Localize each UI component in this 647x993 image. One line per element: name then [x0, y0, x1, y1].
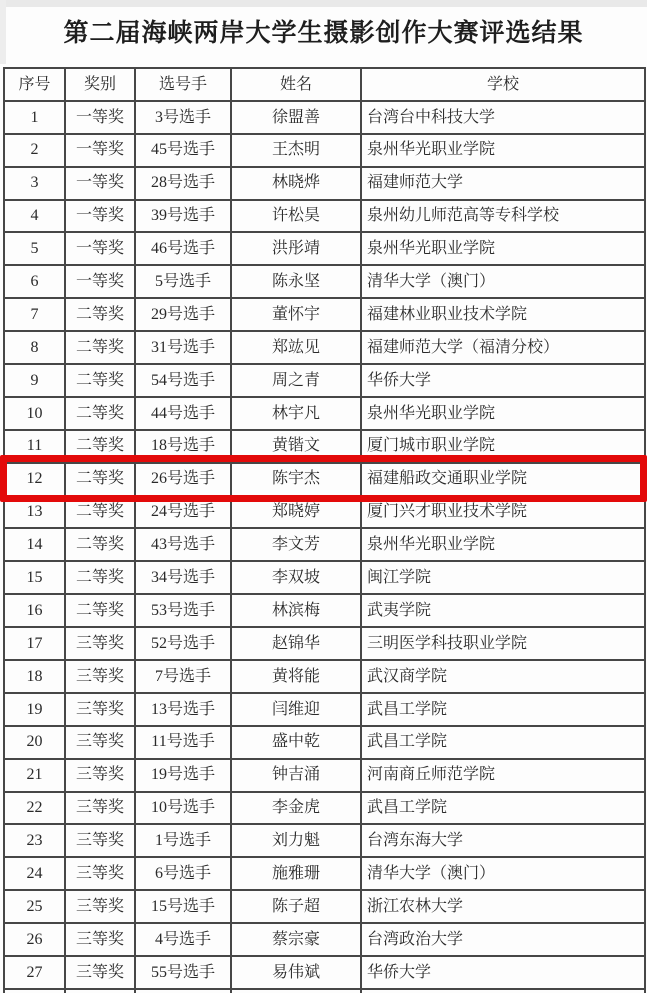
cell-school: 福建林业职业技术学院 [361, 298, 645, 331]
cell-contestant-number: 34号选手 [135, 561, 231, 594]
cell-index: 6 [4, 265, 65, 298]
table-body [4, 101, 645, 993]
cell-award: 三等奖 [65, 759, 135, 792]
cell-name: 王杰明 [231, 134, 361, 167]
cell-contestant-number: 11号选手 [135, 726, 231, 759]
table-row [4, 463, 645, 496]
cell-school [361, 989, 645, 993]
cell-contestant-number: 1号选手 [135, 824, 231, 857]
cell-name: 施雅珊 [231, 857, 361, 890]
cell-award: 三等奖 [65, 693, 135, 726]
cell-index: 17 [4, 627, 65, 660]
cell-award: 一等奖 [65, 265, 135, 298]
cell-school: 福建船政交通职业学院 [361, 463, 645, 496]
table-row [4, 792, 645, 825]
cell-award: 三等奖 [65, 627, 135, 660]
table-row [4, 134, 645, 167]
cell-award: 一等奖 [65, 232, 135, 265]
cell-award [65, 989, 135, 993]
cell-award: 二等奖 [65, 397, 135, 430]
cell-index: 3 [4, 167, 65, 200]
cell-award: 二等奖 [65, 364, 135, 397]
cell-index: 15 [4, 561, 65, 594]
table-row [4, 759, 645, 792]
cell-contestant-number: 52号选手 [135, 627, 231, 660]
cell-contestant-number: 5号选手 [135, 265, 231, 298]
cell-index: 10 [4, 397, 65, 430]
results-table-wrap [3, 67, 644, 993]
col-header-school: 学校 [361, 68, 645, 101]
cell-name: 郑晓婷 [231, 496, 361, 529]
cell-award: 二等奖 [65, 463, 135, 496]
table-row [4, 693, 645, 726]
cell-school: 厦门兴才职业技术学院 [361, 496, 645, 529]
cell-name: 刘力魁 [231, 824, 361, 857]
cell-award: 三等奖 [65, 923, 135, 956]
table-row [4, 397, 645, 430]
cell-contestant-number [135, 989, 231, 993]
table-row [4, 627, 645, 660]
scan-edge-top [0, 0, 647, 7]
cell-award: 二等奖 [65, 430, 135, 463]
cell-contestant-number: 24号选手 [135, 496, 231, 529]
cell-index: 16 [4, 594, 65, 627]
table-row [4, 167, 645, 200]
cell-index: 19 [4, 693, 65, 726]
table-row [4, 726, 645, 759]
col-header-contestant-number: 选号手 [135, 68, 231, 101]
cell-contestant-number: 55号选手 [135, 956, 231, 989]
cell-contestant-number: 7号选手 [135, 660, 231, 693]
page-title: 第二届海峡两岸大学生摄影创作大赛评选结果 [63, 20, 584, 47]
cell-index: 24 [4, 857, 65, 890]
cell-school: 清华大学（澳门） [361, 857, 645, 890]
cell-award: 三等奖 [65, 857, 135, 890]
cell-contestant-number: 15号选手 [135, 890, 231, 923]
table-row [4, 923, 645, 956]
cell-award: 三等奖 [65, 824, 135, 857]
cell-award: 二等奖 [65, 331, 135, 364]
cell-name: 闫维迎 [231, 693, 361, 726]
cell-school: 武昌工学院 [361, 726, 645, 759]
cell-index: 2 [4, 134, 65, 167]
cell-name: 黄将能 [231, 660, 361, 693]
cell-index: 22 [4, 792, 65, 825]
cell-award: 三等奖 [65, 956, 135, 989]
table-row [4, 660, 645, 693]
cell-contestant-number: 46号选手 [135, 232, 231, 265]
table-row [4, 232, 645, 265]
cell-contestant-number: 44号选手 [135, 397, 231, 430]
table-row [4, 265, 645, 298]
cell-award: 一等奖 [65, 101, 135, 134]
cell-school: 武昌工学院 [361, 693, 645, 726]
cell-school: 台湾东海大学 [361, 824, 645, 857]
results-table [3, 67, 646, 993]
cell-index: 11 [4, 430, 65, 463]
cell-award: 二等奖 [65, 528, 135, 561]
cell-award: 二等奖 [65, 496, 135, 529]
cell-contestant-number: 19号选手 [135, 759, 231, 792]
cell-name: 林滨梅 [231, 594, 361, 627]
cell-contestant-number: 43号选手 [135, 528, 231, 561]
table-row [4, 430, 645, 463]
cell-contestant-number: 39号选手 [135, 200, 231, 233]
cell-index: 5 [4, 232, 65, 265]
cell-school: 台湾政治大学 [361, 923, 645, 956]
table-row [4, 824, 645, 857]
cell-award: 三等奖 [65, 726, 135, 759]
cell-award: 二等奖 [65, 298, 135, 331]
cell-school: 武汉商学院 [361, 660, 645, 693]
cell-contestant-number: 4号选手 [135, 923, 231, 956]
cell-contestant-number: 53号选手 [135, 594, 231, 627]
table-row-cutoff [4, 989, 645, 993]
cell-award: 一等奖 [65, 134, 135, 167]
cell-school: 武夷学院 [361, 594, 645, 627]
cell-index: 18 [4, 660, 65, 693]
cell-index: 12 [4, 463, 65, 496]
cell-award: 一等奖 [65, 167, 135, 200]
cell-contestant-number: 31号选手 [135, 331, 231, 364]
cell-school: 华侨大学 [361, 364, 645, 397]
cell-name: 董怀宇 [231, 298, 361, 331]
cell-index: 7 [4, 298, 65, 331]
cell-name: 赵锦华 [231, 627, 361, 660]
cell-name [231, 989, 361, 993]
cell-name: 钟吉涌 [231, 759, 361, 792]
cell-award: 二等奖 [65, 594, 135, 627]
cell-name: 徐盟善 [231, 101, 361, 134]
cell-contestant-number: 18号选手 [135, 430, 231, 463]
cell-name: 林宇凡 [231, 397, 361, 430]
cell-contestant-number: 28号选手 [135, 167, 231, 200]
cell-school: 武昌工学院 [361, 792, 645, 825]
cell-contestant-number: 45号选手 [135, 134, 231, 167]
cell-school: 华侨大学 [361, 956, 645, 989]
cell-name: 李金虎 [231, 792, 361, 825]
cell-index: 21 [4, 759, 65, 792]
cell-name: 李文芳 [231, 528, 361, 561]
cell-school: 泉州华光职业学院 [361, 528, 645, 561]
cell-index: 9 [4, 364, 65, 397]
cell-name: 洪彤靖 [231, 232, 361, 265]
cell-school: 闽江学院 [361, 561, 645, 594]
cell-index: 26 [4, 923, 65, 956]
cell-index: 4 [4, 200, 65, 233]
cell-school: 泉州华光职业学院 [361, 134, 645, 167]
table-row [4, 528, 645, 561]
cell-contestant-number: 3号选手 [135, 101, 231, 134]
table-row [4, 200, 645, 233]
cell-name: 许松昊 [231, 200, 361, 233]
cell-school: 泉州华光职业学院 [361, 397, 645, 430]
cell-name: 陈永坚 [231, 265, 361, 298]
col-header-award: 奖别 [65, 68, 135, 101]
cell-index: 13 [4, 496, 65, 529]
cell-school: 河南商丘师范学院 [361, 759, 645, 792]
col-header-index: 序号 [4, 68, 65, 101]
cell-school: 台湾台中科技大学 [361, 101, 645, 134]
table-row [4, 298, 645, 331]
cell-index [4, 989, 65, 993]
cell-name: 蔡宗豪 [231, 923, 361, 956]
cell-award: 三等奖 [65, 792, 135, 825]
cell-school: 厦门城市职业学院 [361, 430, 645, 463]
table-row [4, 890, 645, 923]
cell-contestant-number: 29号选手 [135, 298, 231, 331]
cell-index: 27 [4, 956, 65, 989]
cell-school: 福建师范大学 [361, 167, 645, 200]
table-row [4, 331, 645, 364]
cell-contestant-number: 6号选手 [135, 857, 231, 890]
table-row [4, 364, 645, 397]
cell-award: 一等奖 [65, 200, 135, 233]
cell-school: 泉州幼儿师范高等专科学校 [361, 200, 645, 233]
cell-award: 二等奖 [65, 561, 135, 594]
col-header-name: 姓名 [231, 68, 361, 101]
cell-name: 郑竑见 [231, 331, 361, 364]
cell-index: 14 [4, 528, 65, 561]
table-row [4, 496, 645, 529]
cell-school: 浙江农林大学 [361, 890, 645, 923]
table-row [4, 101, 645, 134]
cell-index: 1 [4, 101, 65, 134]
cell-school: 福建师范大学（福清分校） [361, 331, 645, 364]
header-row [4, 68, 645, 101]
cell-index: 25 [4, 890, 65, 923]
cell-index: 8 [4, 331, 65, 364]
table-row [4, 857, 645, 890]
cell-award: 三等奖 [65, 890, 135, 923]
cell-award: 三等奖 [65, 660, 135, 693]
cell-school: 清华大学（澳门） [361, 265, 645, 298]
cell-contestant-number: 13号选手 [135, 693, 231, 726]
cell-name: 陈子超 [231, 890, 361, 923]
table-row [4, 561, 645, 594]
cell-school: 泉州华光职业学院 [361, 232, 645, 265]
cell-name: 盛中乾 [231, 726, 361, 759]
cell-name: 易伟斌 [231, 956, 361, 989]
cell-name: 周之青 [231, 364, 361, 397]
cell-school: 三明医学科技职业学院 [361, 627, 645, 660]
cell-index: 20 [4, 726, 65, 759]
cell-contestant-number: 10号选手 [135, 792, 231, 825]
cell-name: 黄锴文 [231, 430, 361, 463]
cell-index: 23 [4, 824, 65, 857]
table-row [4, 594, 645, 627]
cell-name: 陈宇杰 [231, 463, 361, 496]
table-row [4, 956, 645, 989]
cell-name: 林晓烨 [231, 167, 361, 200]
cell-contestant-number: 54号选手 [135, 364, 231, 397]
cell-name: 李双坡 [231, 561, 361, 594]
cell-contestant-number: 26号选手 [135, 463, 231, 496]
